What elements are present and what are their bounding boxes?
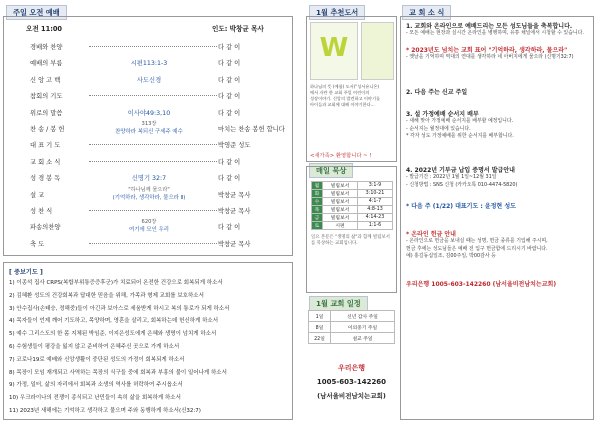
worship-row [4,219,294,232]
worship-header: 주일 오전 예배 [6,5,67,20]
news-item-detail: 예) 홍길동십일조, 김00주일, 박00감사 등 [406,253,496,259]
worship-row [4,170,294,183]
book-cover-image [310,22,358,80]
leader-dots [89,95,217,96]
worship-row [4,55,294,68]
news-item-title: 우리은행 1005-603-142260 (남서울비전남치는교회) [406,281,557,288]
news-item [406,229,592,261]
bank-info [306,357,397,415]
book-cover-letter: W [319,33,349,63]
reading-ref: 4:8-13 [357,206,392,214]
presider: 인도: 박창균 목사 [212,25,264,33]
new-family-caption: <새가족> 환영합니다 ~ ! [310,153,372,159]
book-description-line: 아이들과 교회에 대해 이야기한다... [310,102,375,107]
worship-row-label: 경배와 찬양 [30,44,63,51]
worship-row-leader: 다 같 이 [218,76,241,84]
worship-row [4,39,294,52]
prayer-list [3,262,293,420]
reading-day: 수 [312,198,323,206]
worship-row-label: 위로의 말씀 [30,109,63,117]
reading-book: 빌립보서 [323,214,358,222]
schedule-event: 신년 감사 주일 [331,311,395,322]
news-item [406,279,592,288]
reading-day: 목 [312,206,323,214]
news-item-title: 3. 설 가정예배 순서지 배부 [406,111,479,118]
leader-dots [89,161,217,162]
worship-row [4,105,294,118]
prayer-item: 8) 목장이 모임 재개되고 사역하는 목장의 식구들 중에 회복과 부흥의 불이 일어나게 하소서 [9,369,227,376]
leader-dots [89,243,217,244]
worship-row-label: 예배의 부름 [30,60,63,68]
news-item [406,87,592,96]
worship-row [4,154,294,167]
worship-row-detail: 620장 [141,219,157,226]
reading-ref: 4:14-23 [357,214,392,222]
news-item-detail: - 온라인으로 헌금을 보내실 때는 성명, 헌금 종류를 기입해 주시며, [406,238,548,244]
worship-row-subtitle: 여기에 모인 우리 [129,227,169,234]
worship-row-label: 파송의찬양 [30,224,61,232]
schedule-event: 이의중기 주일 [331,322,395,333]
worship-row-label: 신 앙 고 백 [30,76,61,84]
news-item-title: * 2023년도 넘치는 교회 표어 "기억하라, 생각하라, 물으라" [406,47,568,54]
reading-row [312,206,393,214]
worship-row-subtitle: 찬양하라 복되신 구세주 예수 [115,129,183,135]
schedule-header: 1월 교회 일정 [309,296,368,311]
worship-row-label: 설 교 [30,191,45,199]
leader-dots [89,144,217,145]
book-description-line: 성장이야기. 신앙의 발견하고 이야기를 [310,96,381,101]
schedule-box [306,306,397,355]
schedule-event: 설교 주일 [331,333,395,344]
schedule-row [309,333,395,344]
news-item-detail: - 신청방법 : SNS 신청 (카카오톡 010-4474-5820) [406,181,518,188]
reading-day: 금 [312,214,323,222]
worship-row-label: 성 경 봉 독 [30,175,61,183]
worship-row [4,88,294,101]
reading-row [312,214,393,222]
worship-row-detail: 시편113:1-3 [130,60,168,68]
schedule-row [309,322,395,333]
worship-row-detail: "하나님께 물으라" [128,186,170,193]
worship-row-leader: 박창균 목사 [218,208,251,215]
schedule-date: 22일 [309,333,331,344]
worship-row-label: 성 찬 식 [30,208,53,215]
reading-row [312,190,393,198]
service-time: 오전 11:00 [26,25,63,33]
worship-row [4,187,294,200]
leader-dots [89,46,217,47]
worship-row-leader: 다 같 이 [218,93,241,101]
reading-book: 빌립보서 [323,190,358,198]
reading-ref: 3:10-21 [357,190,392,198]
reading-day: 토 [312,222,323,230]
prayer-header: [ 중보기도 ] [9,269,43,276]
news-item-detail: - 옛날을 기억하며 역대의 연대를 생각하라 네 아버지에게 물으라 (신명기32:7) [406,54,574,60]
book-description [310,84,396,108]
worship-row-leader: 박창균 목사 [218,240,251,248]
reading-ref: 1:1-6 [357,222,392,230]
reading-row [312,222,393,230]
schedule-date: 8일 [309,322,331,333]
book-header: 1월 추천도서 [309,5,365,20]
book-description-line: 하나님의 뜻 (예함) 도서("성서유니온) [310,84,380,89]
prayer-item: 6) 수험생들이 평강을 잃지 않고 준비하여 은혜주신 곳으로 가게 하소서 [9,344,180,350]
reading-day: 월 [312,182,323,190]
worship-row [4,121,294,134]
reading-row [312,182,393,190]
prayer-item: 4) 목자들이 언제 깨어 기도하고, 목양하며, 영혼을 살리고, 회복하는데 헌신하게 하소서 [9,318,219,325]
reading-row [312,198,393,206]
news-item-title: * 온라인 헌금 안내 [406,231,456,238]
worship-row-leader: 다 같 이 [218,158,241,166]
news-item-detail: - 발급기간 : 2022년 1월 1일~12월 31일 [406,174,497,180]
book-cover-back [361,22,394,80]
reading-note: 일요 본문은 "생명의 삶"과 함께 빌립보서를 묵상하는 교회입니다. [311,235,390,246]
worship-row-subtitle: (기억하라, 생각하라, 물으라 Ⅱ) [112,194,186,201]
news-item-detail: - 순서지는 월정대에 있습니다. [406,125,471,132]
worship-row-label: 참회의 기도 [30,93,63,101]
worship-row-leader: 다 같 이 [218,175,241,183]
schedule-table [308,310,395,344]
news-item-detail: - 새해 맞아 가정예배 순서지를 배부할 예정입니다. [406,118,514,124]
church-news [400,16,594,420]
prayer-item: 2) 김혜환 성도의 건강회복과 답대한 믿음을 위해, 가족과 형제 교회를 보호하소서 [9,292,204,299]
worship-row [4,203,294,216]
worship-row-leader: 마치는 찬송 봉헌 합니다 [218,126,285,133]
reading-ref: 3:1-9 [357,182,392,190]
reading-table [311,181,393,230]
worship-row-leader: 박영준 성도 [218,142,251,150]
reading-book: 빌립보서 [323,182,358,190]
worship-row-label: 교 회 소 식 [30,158,61,166]
worship-row-leader: 다 같 이 [218,109,241,117]
worship-row-leader: 다 같 이 [218,44,241,51]
reading-book: 빌립보서 [323,198,358,206]
reading-ref: 4:1-7 [357,198,392,206]
news-item [406,21,592,38]
reading-book: 시편 [323,222,358,230]
news-item-detail: * 각자 성도 가정예배를 위한 순서지를 배부합니다. [406,133,514,139]
worship-row-label: 축 도 [30,240,45,248]
prayer-item: 5) 예수 그리스도의 한 몸 지체된 박임준, 이지은성도에게 은혜와 생명이 넘치게 하소서 [9,331,217,338]
news-header: 교 회 소 식 [402,5,451,20]
reading-day: 화 [312,190,323,198]
prayer-item: 3) 안수집사(손태승, 정해중)들이 아긴과 보아스로 세움받게 하시고 복의 통로가 되게 하소서 [9,305,230,312]
worship-row-leader: 박창균 목사 [218,191,251,199]
worship-row [4,236,294,249]
worship-row-leader: 다 같 이 [218,60,241,68]
worship-row-detail: 이사야49:3,10 [127,109,171,117]
worship-row-detail: 신명기 32:7 [131,175,167,183]
news-item-title: 1. 교회와 온라인으로 예배드리는 모든 성도님들을 축복합니다. [406,23,573,30]
schedule-date: 1일 [309,311,331,322]
news-item-detail: 헌금 후에는 성도님들은 예배 전 입구 헌금함에 드리시기 바랍니다. [406,245,548,252]
reading-header: 매일 묵상 [309,163,353,178]
news-item [406,165,592,189]
news-item-title: 2. 다음 주는 신교 주일 [406,89,468,96]
worship-row [4,72,294,85]
prayer-item: 1) 이종석 집사 CRPS(복합부위통증증후군)가 치료되어 온전한 건강으로 회복되게 하소서 [9,280,223,286]
prayer-item: 11) 2023년 새해에는 기억하고 생각하고 물으며 주와 동행하게 하소서(신32:7) [9,408,201,414]
news-item [406,201,592,210]
prayer-item: 10) 우크라이나의 전쟁이 종식되고 난민들이 속히 삶을 회복하게 하소서 [9,395,181,402]
schedule-row [309,311,395,322]
bank-holder: (남서울비전남치는교회) [317,392,386,400]
news-item [406,45,592,62]
worship-row [4,137,294,150]
leader-dots [89,210,217,211]
news-item-detail: - 모든 예배는 현장과 실시간 온라인을 병행하며, 유튜 채널에서 시청할 수 있습니다. [406,30,584,36]
worship-order [3,16,293,256]
bank-account: 1005-603-142260 [316,378,387,386]
reading-box [306,166,397,293]
book-description-line: 에서 자란 한 교회 주일 어린이의 [310,90,370,95]
worship-row-leader: 다 같 이 [218,224,241,232]
news-item [406,109,592,141]
prayer-item: 9) 가정, 일터, 삶의 자리에서 회복과 소생의 역사를 허락하여 주시옵소서 [9,382,183,389]
worship-row-label: 대 표 기 도 [30,142,61,150]
worship-row-label: 찬 송 / 봉 헌 [30,126,65,133]
news-item-title: * 다음 주 (1/22) 대표기도 : 윤정현 성도 [406,203,516,210]
bank-name: 우리은행 [337,364,366,372]
prayer-item: 7) 코로나19로 예배와 신앙생활이 중단된 성도의 가정이 회복되게 하소서 [9,356,185,363]
news-item-title: 4. 2022년 기부금 납입 증명서 발급안내 [406,167,515,174]
reading-book: 빌립보서 [323,206,358,214]
worship-row-detail: 313장 [141,121,157,127]
worship-row-detail: 사도신경 [136,76,162,84]
